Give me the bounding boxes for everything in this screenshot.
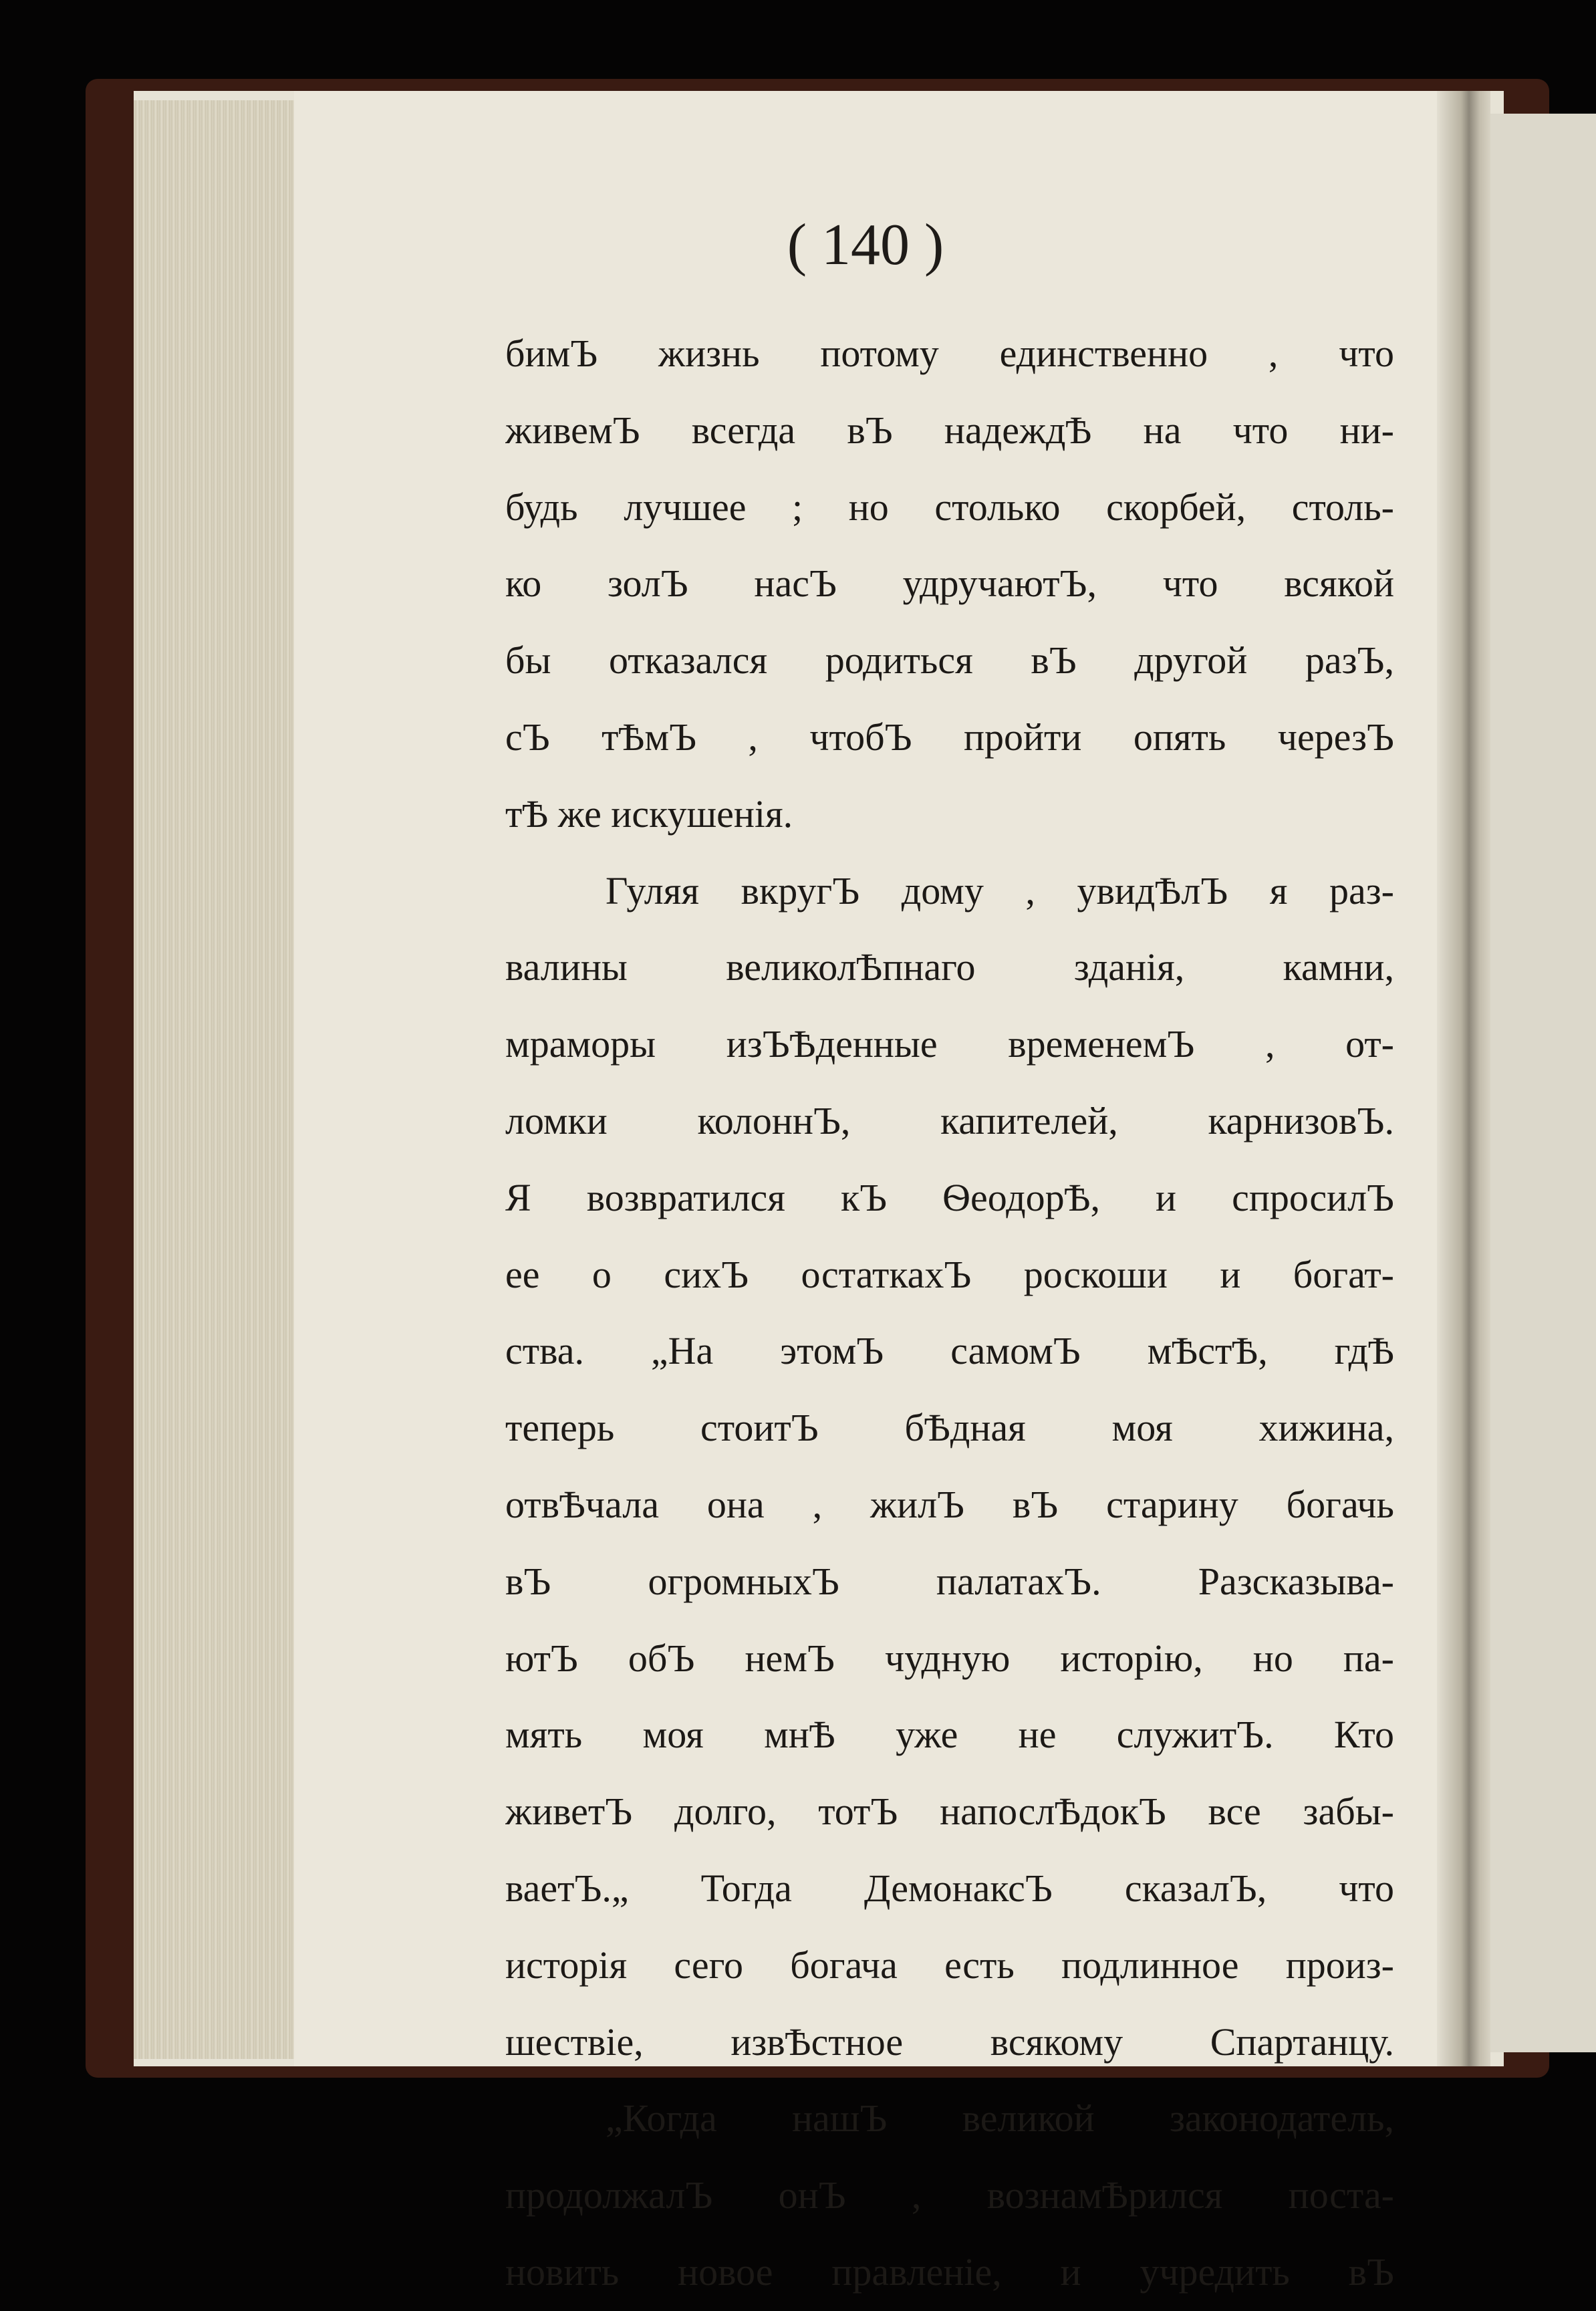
text-line: мять моя мнѢ уже не служитЪ. Кто (505, 1713, 1394, 1757)
text-line: живемЪ всегда вЪ надеждѢ на что ни- (505, 408, 1394, 452)
text-line: ства. „На этомЪ самомЪ мѢстѢ, гдѢ (505, 1329, 1394, 1373)
page-text (505, 316, 1394, 2311)
text-line: ко золЪ насЪ удручаютЪ, что всякой (505, 562, 1394, 606)
text-line: шествіе, извѢстное всякому Спартанцу. (505, 2020, 1394, 2064)
text-line: тѢ же искушенія. (505, 792, 793, 836)
text-line: мраморы изЪѢденные временемЪ , от- (505, 1022, 1394, 1066)
text-line: „Когда нашЪ великой законодатель, (606, 2096, 1394, 2141)
text-line: Я возвратился кЪ ѲеодорѢ, и спросилЪ (505, 1175, 1394, 1219)
text-line: бимЪ жизнь потому единственно , что (505, 332, 1394, 375)
text-line: новить новое правленіе, и учредить вЪ (505, 2249, 1394, 2294)
text-line: теперь стоитЪ бѢдная моя хижина, (505, 1406, 1394, 1450)
text-line: отвѢчала она , жилЪ вЪ старину богачь (505, 1482, 1394, 1526)
text-line: продолжалЪ онЪ , вознамѢрился поста- (505, 2173, 1394, 2217)
facing-page (1490, 114, 1596, 2052)
text-line: валины великолѢпнаго зданія, камни, (505, 945, 1394, 989)
text-line: сЪ тѢмЪ , чтобЪ пройти опять черезЪ (505, 715, 1394, 759)
text-line: Гуляя вкругЪ дому , увидѢлЪ я раз- (606, 868, 1394, 913)
text-line: будь лучшее ; но столько скорбей, столь- (505, 485, 1394, 529)
text-line: живетЪ долго, тотЪ напослѢдокЪ все забы- (505, 1790, 1394, 1834)
text-line: исторія сего богача есть подлинное произ- (505, 1943, 1394, 1987)
text-line: ваетЪ.„ Тогда ДемонаксЪ сказалЪ, что (505, 1866, 1394, 1910)
text-line: бы отказался родиться вЪ другой разЪ, (505, 638, 1394, 683)
book-gutter (1437, 91, 1490, 2066)
text-line: ее о сихЪ остаткахЪ роскоши и богат- (505, 1252, 1394, 1296)
page-edges (134, 100, 301, 2059)
text-line: вЪ огромныхЪ палатахЪ. Разсказыва- (505, 1559, 1394, 1603)
text-line: ломки колоннЪ, капителей, карнизовЪ. (505, 1098, 1394, 1142)
book-page (294, 91, 1437, 2294)
text-line: ютЪ обЪ немЪ чудную исторію, но па- (505, 1636, 1394, 1680)
page-number: ( 140 ) (787, 213, 944, 277)
